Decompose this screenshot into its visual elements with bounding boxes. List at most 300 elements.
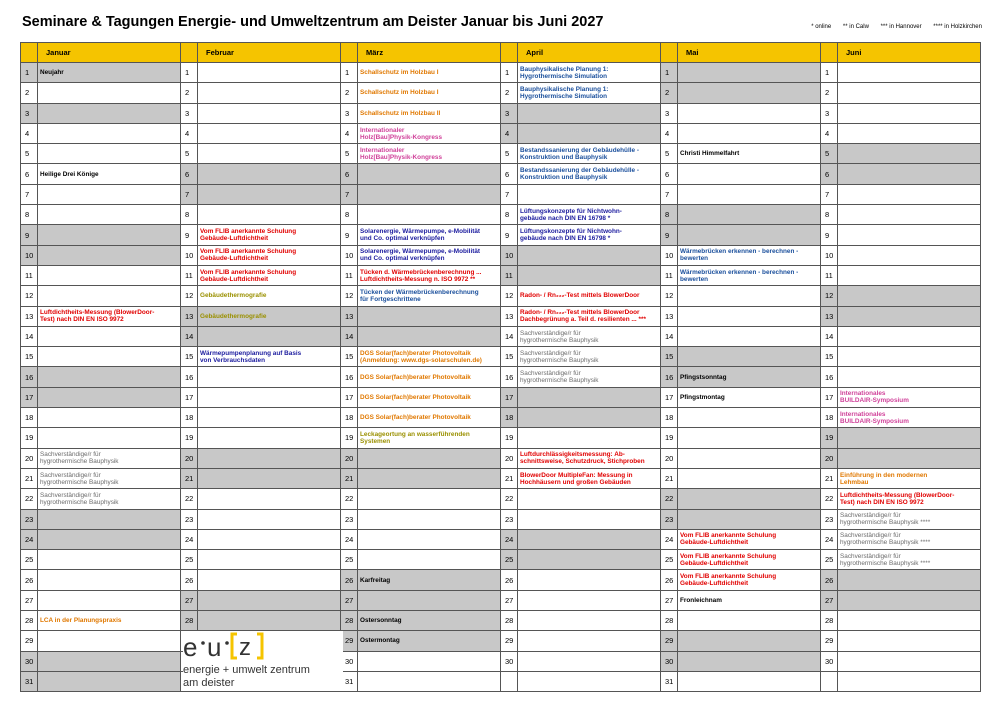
day-number: 13 [181,306,198,326]
day-number: 2 [821,83,838,103]
day-number: 15 [341,347,358,367]
day-number: 19 [181,428,198,448]
day-row [21,205,981,225]
day-number: 28 [341,611,358,631]
day-number: 27 [661,590,678,610]
event-cell [358,631,501,651]
day-number: 18 [341,408,358,428]
logo-dot [201,641,205,645]
event-label: Dachbegrünung a. Teil d. resilienten ... *** [520,316,646,324]
event-label: Wärmebrücken erkennen - berechnen - [680,248,799,256]
event-cell [358,225,501,245]
day-number: 20 [341,448,358,468]
event-label: Vom FLIB anerkannte Schulung [680,532,777,540]
empty-cell [838,671,981,691]
event-cell [678,651,821,671]
event-cell [198,265,341,285]
event-label: Internationales [840,410,886,418]
day-row [21,529,981,549]
day-number: 20 [501,448,518,468]
event-cell [518,184,661,204]
day-number: 5 [821,144,838,164]
day-number: 27 [181,590,198,610]
event-cell [358,387,501,407]
day-number: 14 [821,326,838,346]
day-number: 24 [181,529,198,549]
header-spacer [661,43,678,63]
day-number: 4 [661,123,678,143]
header-spacer [181,43,198,63]
day-number: 14 [341,326,358,346]
month-header-april: April [518,43,661,63]
event-label: BUILDAIR-Symposium [840,417,909,425]
day-number: 8 [661,205,678,225]
event-label: Pfingstsonntag [680,373,727,381]
day-row [21,509,981,529]
event-cell [198,63,341,83]
day-row [21,448,981,468]
event-cell [198,123,341,143]
day-number: 17 [501,387,518,407]
legend-hannover: *** in Hannover [880,24,922,30]
day-number: 12 [181,286,198,306]
day-number: 4 [501,123,518,143]
event-cell [38,164,181,184]
day-number: 19 [821,428,838,448]
day-number: 20 [21,448,38,468]
event-label: Solarenergie, Wärmepumpe, e-Mobilität [360,248,481,256]
day-number: 3 [501,103,518,123]
event-cell [678,611,821,631]
event-label: hygrothermische Bauphysik [40,478,119,486]
event-label: Heilige Drei Könige [40,170,99,178]
event-cell [518,509,661,529]
day-number: 21 [181,468,198,488]
day-number: 16 [501,367,518,387]
day-number: 6 [501,164,518,184]
event-cell [678,326,821,346]
day-number: 27 [341,590,358,610]
event-cell [358,651,501,671]
day-number: 18 [661,408,678,428]
event-label: Konstruktion und Bauphysik [520,174,608,182]
event-cell [198,428,341,448]
event-cell [678,306,821,326]
event-cell [38,468,181,488]
event-cell [358,205,501,225]
event-cell [838,144,981,164]
event-cell [198,83,341,103]
day-number: 26 [661,570,678,590]
event-cell [38,184,181,204]
day-number: 29 [341,631,358,651]
event-cell [518,164,661,184]
event-cell [38,347,181,367]
day-number: 15 [821,347,838,367]
event-label: hygrothermische Bauphysik [520,356,599,364]
day-row [21,387,981,407]
event-label: DGS Solar(fach)berater Photovoltaik [360,414,471,422]
event-cell [38,550,181,570]
event-label: Gebäudethermografie [200,292,267,300]
event-label: Bestandssanierung der Gebäudehülle - [520,146,639,154]
event-cell [358,428,501,448]
day-number: 10 [661,245,678,265]
event-cell [38,408,181,428]
event-cell [38,611,181,631]
event-cell [358,123,501,143]
day-number: 5 [661,144,678,164]
event-cell [678,123,821,143]
event-cell [518,631,661,651]
day-number: 5 [21,144,38,164]
event-label: von Verbrauchsdaten [200,356,265,364]
event-label: Karfreitag [360,576,391,584]
day-number: 19 [501,428,518,448]
day-number: 16 [661,367,678,387]
event-label: Hochhäusern und großen Gebäuden [520,478,631,486]
event-cell [198,468,341,488]
event-cell [838,123,981,143]
day-number: 29 [21,631,38,651]
event-cell [198,570,341,590]
day-number: 7 [181,184,198,204]
event-label: schnittsweise, Schutzdruck, Stichproben [520,458,645,466]
day-number: 19 [661,428,678,448]
event-cell [678,408,821,428]
day-row [21,367,981,387]
day-number: 12 [821,286,838,306]
day-number: 10 [501,245,518,265]
legend-holzkirchen: **** in Holzkirchen [933,24,982,30]
logo-line1: energie + umwelt zentrum [183,664,310,676]
legend-online: * online [811,24,832,30]
event-cell [38,245,181,265]
event-cell [358,103,501,123]
day-number: 22 [181,489,198,509]
event-cell [358,326,501,346]
month-header-februar: Februar [198,43,341,63]
event-cell [678,144,821,164]
event-cell [358,265,501,285]
event-cell [358,590,501,610]
day-number: 8 [181,205,198,225]
event-cell [518,611,661,631]
event-label: Wärmebrücken erkennen - berechnen - [680,268,799,276]
event-cell [678,631,821,651]
event-cell [38,529,181,549]
event-cell [518,550,661,570]
day-number: 9 [181,225,198,245]
event-cell [198,326,341,346]
euz-logo-mark [183,631,343,691]
day-number: 20 [821,448,838,468]
day-number: 21 [661,468,678,488]
event-cell [838,225,981,245]
event-label: Luftdurchlässigkeitsmessung: Ab- [520,451,625,459]
day-row [21,408,981,428]
day-row [21,123,981,143]
day-number: 17 [661,387,678,407]
day-number: 1 [181,63,198,83]
day-number: 19 [21,428,38,448]
event-label: Schallschutz im Holzbau II [360,109,441,117]
event-label: Schallschutz im Holzbau I [360,69,439,77]
event-label: Gebäudethermografie [200,312,267,320]
event-cell [838,570,981,590]
event-label: Bauphysikalische Planung 1: [520,65,609,73]
event-cell [358,611,501,631]
event-label: Sachverständige/r für [40,471,101,479]
event-cell [38,306,181,326]
day-number: 29 [821,631,838,651]
event-label: Gebäude-Luftdichtheit [200,275,269,283]
event-cell [198,144,341,164]
day-number: 30 [341,651,358,671]
event-cell [838,509,981,529]
day-number: 29 [501,631,518,651]
day-row [21,671,981,691]
event-label: Test) nach DIN EN ISO 9972 [40,316,124,324]
event-cell [838,631,981,651]
day-number: 26 [341,570,358,590]
event-label: Vom FLIB anerkannte Schulung [200,228,297,236]
day-number: 22 [341,489,358,509]
day-number: 1 [341,63,358,83]
day-number: 17 [181,387,198,407]
event-cell [38,570,181,590]
event-label: Tücken d. Wärmebrückenberechnung ... [360,268,482,276]
day-row [21,225,981,245]
event-label: Gebäude-Luftdichtheit [680,559,749,567]
day-number: 16 [181,367,198,387]
event-cell [838,489,981,509]
day-number: 15 [661,347,678,367]
event-cell [518,468,661,488]
event-label: Vom FLIB anerkannte Schulung [680,573,777,581]
day-number: 3 [821,103,838,123]
event-cell [838,103,981,123]
event-cell [358,144,501,164]
month-header-mai: Mai [678,43,821,63]
event-cell [838,286,981,306]
event-label: Bauphysikalische Planung 1: [520,85,609,93]
event-label: Neujahr [40,69,64,77]
event-cell [518,306,661,326]
event-cell [198,590,341,610]
event-cell [518,448,661,468]
day-number: 27 [21,590,38,610]
event-label: Lüftungskonzepte für Nichtwohn- [520,207,622,215]
event-label: Internationaler [360,126,405,134]
legend-calw: ** in Calw [842,24,869,30]
day-number: 15 [181,347,198,367]
event-cell [678,570,821,590]
day-number: 3 [661,103,678,123]
day-number: 13 [821,306,838,326]
day-row [21,164,981,184]
event-label: Vom FLIB anerkannte Schulung [200,268,297,276]
day-number: 31 [21,671,38,691]
day-number: 21 [341,468,358,488]
day-number: 22 [21,489,38,509]
event-label: Luftdichtheits-Messung n. ISO 9972 ** [360,275,476,283]
day-number: 30 [661,651,678,671]
day-number: 1 [821,63,838,83]
day-number: 25 [501,550,518,570]
event-cell [198,103,341,123]
day-number: 3 [181,103,198,123]
calendar-table [20,42,981,692]
event-cell [358,489,501,509]
day-number: 6 [21,164,38,184]
day-number: 11 [21,265,38,285]
event-cell [838,306,981,326]
day-row [21,428,981,448]
event-cell [678,205,821,225]
event-label: Einführung in den modernen [840,471,928,479]
day-number: 12 [21,286,38,306]
page-title: Seminare & Tagungen Energie- und Umweltzentrum am Deister Januar bis Juni 2027 [22,14,604,30]
day-number: 11 [661,265,678,285]
logo-letter-z: z [239,634,251,661]
day-number: 7 [661,184,678,204]
event-label: Internationaler [360,146,405,154]
event-cell [838,347,981,367]
day-number: 7 [821,184,838,204]
event-cell [358,570,501,590]
day-number: 23 [21,509,38,529]
day-number: 14 [21,326,38,346]
header-spacer [821,43,838,63]
event-label: Tücken der Wärmebrückenberechnung [360,288,479,296]
event-cell [38,509,181,529]
day-row [21,265,981,285]
event-label: und Co. optimal verknüpfen [360,235,445,243]
day-number: 25 [821,550,838,570]
event-label: Holz[Bau]Physik-Kongress [360,133,443,141]
event-cell [358,245,501,265]
day-number: 17 [341,387,358,407]
day-number: 1 [21,63,38,83]
event-cell [358,529,501,549]
event-cell [678,428,821,448]
event-cell [518,408,661,428]
event-label: hygrothermische Bauphysik [520,336,599,344]
event-cell [358,550,501,570]
day-number: 25 [181,550,198,570]
day-number: 10 [21,245,38,265]
event-label: Bestandssanierung der Gebäudehülle - [520,167,639,175]
event-cell [518,489,661,509]
day-number: 18 [21,408,38,428]
day-number: 11 [821,265,838,285]
event-cell [358,306,501,326]
event-label: Pfingstmontag [680,393,725,401]
day-number: 24 [341,529,358,549]
event-label: Gebäude-Luftdichtheit [680,580,749,588]
day-number: 10 [821,245,838,265]
day-number: 19 [341,428,358,448]
event-cell [198,306,341,326]
event-label: für Fortgeschrittene [360,295,421,303]
event-cell [838,367,981,387]
event-cell [678,245,821,265]
event-cell [678,225,821,245]
day-number: 6 [341,164,358,184]
event-label: Ostersonntag [360,617,402,625]
day-number: 28 [501,611,518,631]
event-cell [38,205,181,225]
event-label: BlowerDoor MultipleFan: Messung in [520,471,633,479]
event-cell [198,164,341,184]
event-label: Sachverständige/r für [520,349,581,357]
day-number: 9 [501,225,518,245]
event-cell [518,265,661,285]
day-number: 5 [341,144,358,164]
day-number: 1 [501,63,518,83]
event-label: BUILDAIR-Symposium [840,397,909,405]
day-number: 26 [501,570,518,590]
day-number: 14 [661,326,678,346]
day-number: 15 [501,347,518,367]
day-row [21,570,981,590]
header-spacer [341,43,358,63]
day-number: 7 [501,184,518,204]
day-row [21,590,981,610]
event-label: Test) nach DIN EN ISO 9972 [840,498,924,506]
day-number: 4 [821,123,838,143]
event-label: hygrothermische Bauphysik [40,498,119,506]
event-cell [838,468,981,488]
event-cell [838,550,981,570]
event-cell [678,550,821,570]
event-cell [838,326,981,346]
event-label: (Anmeldung: www.dgs-solarschulen.de) [360,356,482,364]
day-number: 12 [661,286,678,306]
day-number: 21 [821,468,838,488]
day-number: 24 [21,529,38,549]
day-number: 4 [181,123,198,143]
event-cell [198,286,341,306]
euz-logo [183,631,343,691]
event-label: DGS Solar(fach)berater Photovoltaik [360,373,471,381]
event-cell [518,83,661,103]
day-number: 26 [181,570,198,590]
event-label: Sachverständige/r für [840,552,901,560]
event-cell [838,83,981,103]
event-label: LCA in der Planungspraxis [40,617,122,625]
header-spacer [21,43,38,63]
empty-cell [518,671,661,691]
event-label: Vom FLIB anerkannte Schulung [200,248,297,256]
day-number: 5 [501,144,518,164]
month-header-juni: Juni [838,43,981,63]
event-cell [838,590,981,610]
day-number: 23 [341,509,358,529]
event-cell [358,63,501,83]
day-number: 18 [501,408,518,428]
event-cell [518,428,661,448]
event-label: Radon- / Rn₂₂₂-Test mittels BlowerDoor [520,309,640,317]
day-row [21,651,981,671]
event-cell [678,265,821,285]
event-cell [518,529,661,549]
day-number: 13 [341,306,358,326]
day-row [21,306,981,326]
day-row [21,245,981,265]
empty-cell [501,671,518,691]
